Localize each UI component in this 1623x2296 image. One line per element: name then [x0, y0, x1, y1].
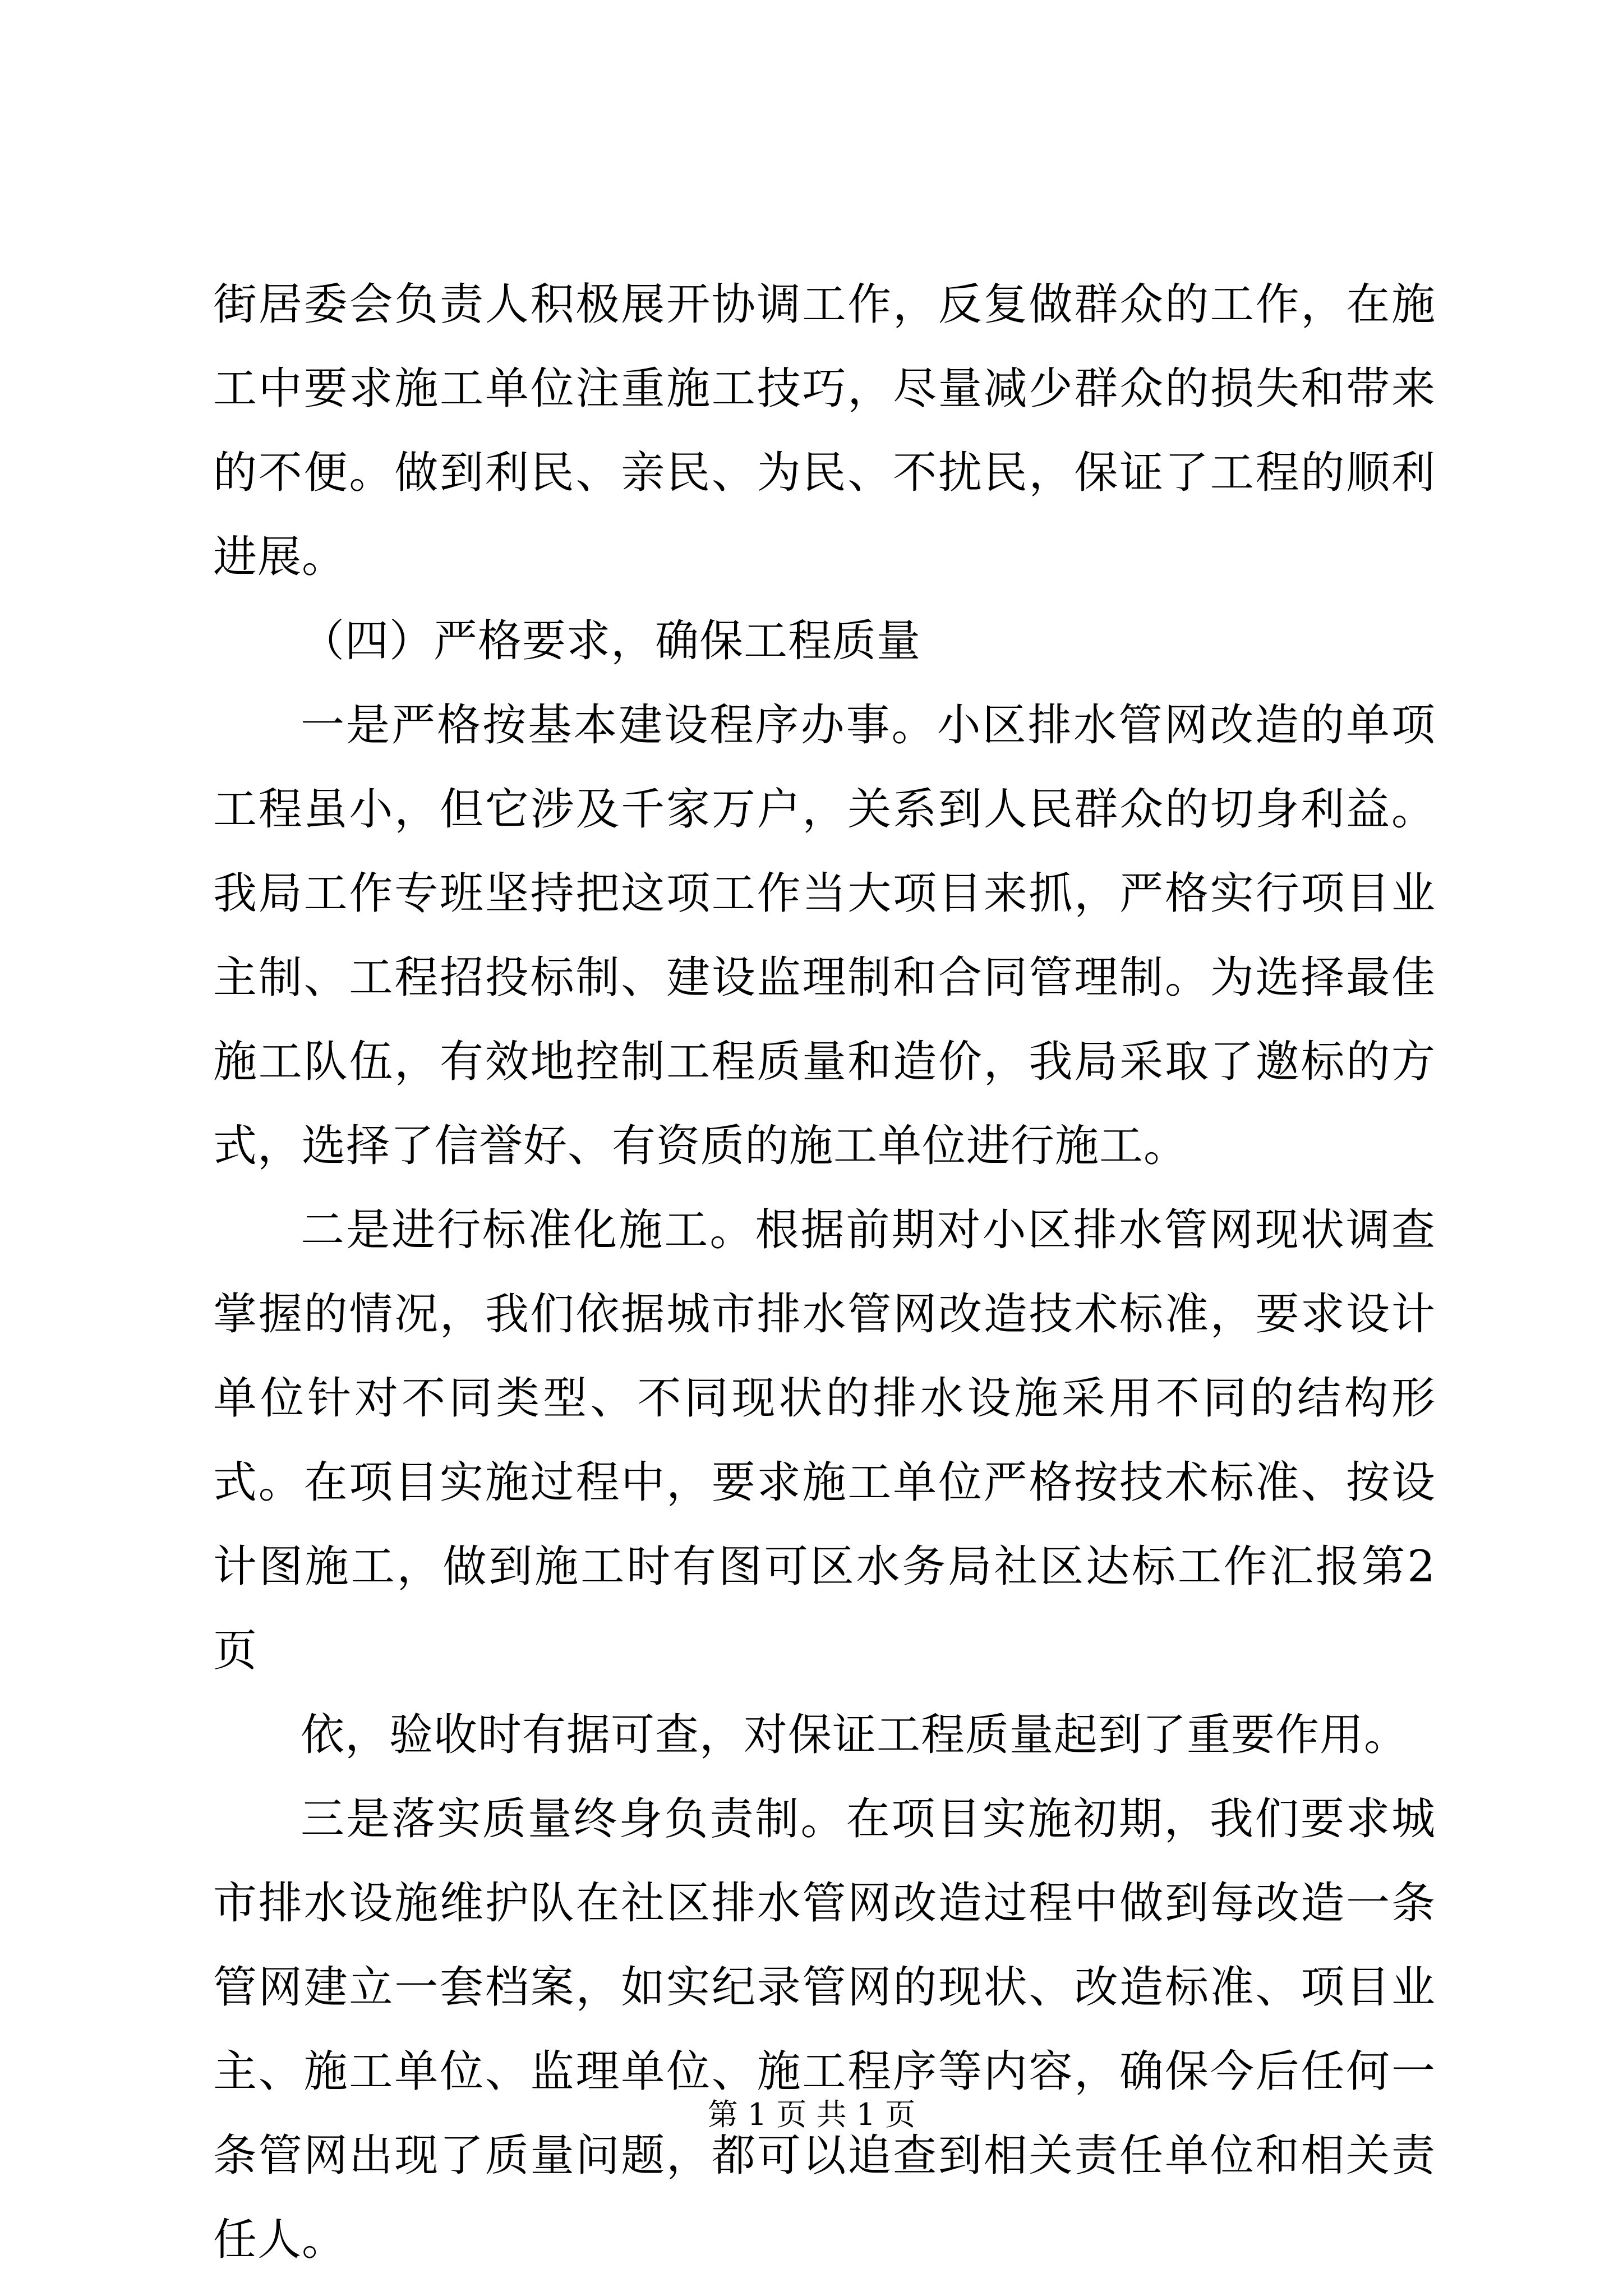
paragraph-standardized-construction: 二是进行标准化施工。根据前期对小区排水管网现状调查掌握的情况，我们依据城市排水管网改造技术标准，要求设计单位针对不同类型、不同现状的排水设施采用不同的结构形式。在项目实施过程中，要求施工单位严格按技术标准、按设计图施工，做到施工时有图可区水务局社区达标工作汇报第2页 [213, 1205, 1436, 1676]
paragraph-quality-responsibility: 三是落实质量终身负责制。在项目实施初期，我们要求城市排水设施维护队在社区排水管网改造过程中做到每改造一条管网建立一套档案，如实纪录管网的现状、改造标准、项目业主、施工单位、监理单位、施工程序等内容，确保今后任何一条管网出现了质量问题，都可以追查到相关责任单位和相关责任人。 [213, 1794, 1436, 2265]
section-heading: （四）严格要求，确保工程质量 [301, 616, 921, 666]
page-footer: 第 1 页 共 1 页 [707, 2097, 916, 2132]
paragraph-construction-procedure: 一是严格按基本建设程序办事。小区排水管网改造的单项工程虽小，但它涉及千家万户，关系到人民群众的切身利益。我局工作专班坚持把这项工作当大项目来抓，严格实行项目业主制、工程招投标制、建设监理制和合同管理制。为选择最佳施工队伍，有效地控制工程质量和造价，我局采取了邀标的方式，选择了信誉好、有资质的施工单位进行施工。 [213, 700, 1436, 1171]
paragraph-acceptance: 依，验收时有据可查，对保证工程质量起到了重要作用。 [301, 1710, 1409, 1760]
paragraph-continuation: 街居委会负责人积极展开协调工作，反复做群众的工作，在施工中要求施工单位注重施工技巧，尽量减少群众的损失和带来的不便。做到利民、亲民、为民、不扰民，保证了工程的顺利进展。 [213, 279, 1436, 582]
document-body [213, 263, 1436, 2282]
